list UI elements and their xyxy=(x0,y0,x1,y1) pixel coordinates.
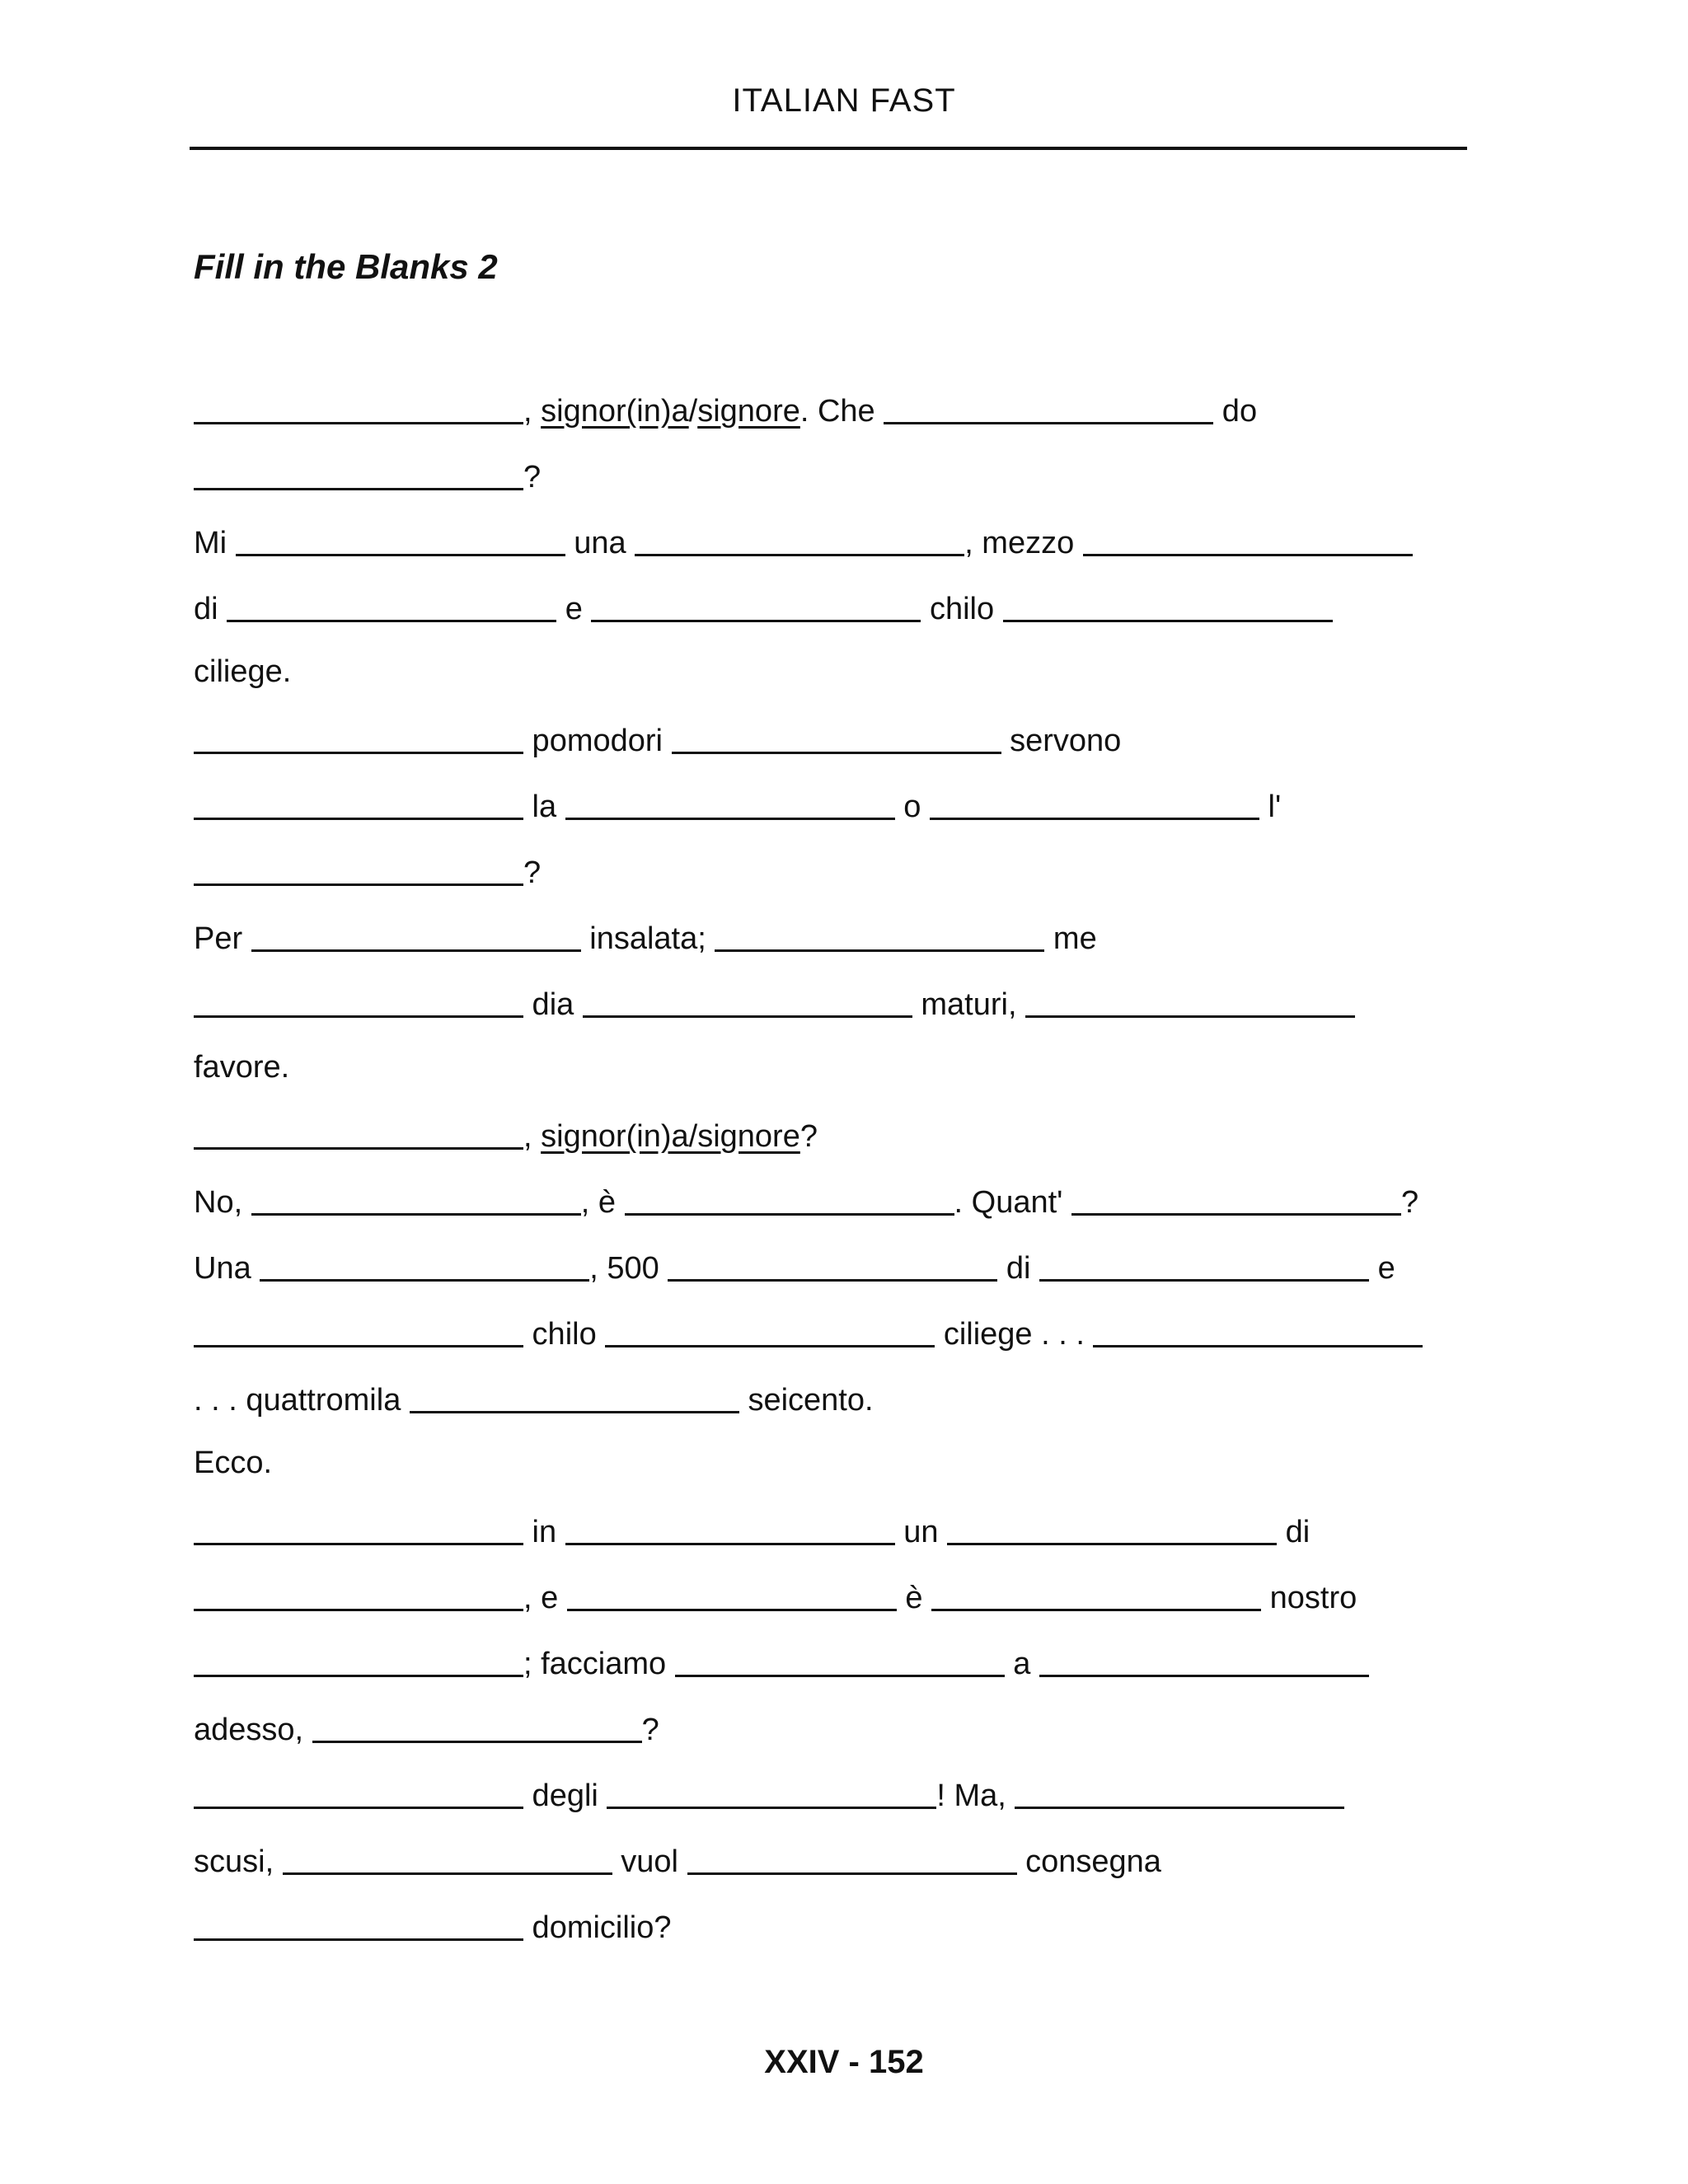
answer-blank[interactable] xyxy=(675,1640,1005,1677)
line-text: l' xyxy=(1259,790,1282,824)
exercise-line xyxy=(194,1376,1529,1442)
answer-blank[interactable] xyxy=(607,1772,936,1809)
line-text: , mezzo xyxy=(964,526,1083,560)
line-text: chilo xyxy=(523,1317,606,1352)
answer-blank[interactable] xyxy=(194,387,523,424)
exercise-line xyxy=(194,1310,1529,1376)
line-text: ? xyxy=(1400,1185,1419,1220)
exercise-line xyxy=(194,651,1529,717)
exercise-line xyxy=(194,717,1529,783)
answer-blank[interactable] xyxy=(1003,585,1333,622)
line-text: ciliege. xyxy=(194,654,292,689)
answer-blank[interactable] xyxy=(1071,1179,1401,1216)
answer-blank[interactable] xyxy=(236,519,565,556)
line-text: ? xyxy=(641,1713,659,1747)
answer-blank[interactable] xyxy=(565,1508,895,1545)
answer-blank[interactable] xyxy=(931,1574,1261,1611)
line-text: signore xyxy=(697,394,800,429)
line-text: la xyxy=(523,790,565,824)
answer-blank[interactable] xyxy=(194,717,523,754)
answer-blank[interactable] xyxy=(567,1574,897,1611)
line-text: e xyxy=(556,592,592,626)
line-text: maturi, xyxy=(912,987,1026,1022)
answer-blank[interactable] xyxy=(194,1113,523,1150)
line-text: Ecco. xyxy=(194,1446,273,1480)
exercise-line xyxy=(194,1508,1529,1574)
line-text: adesso, xyxy=(194,1713,312,1747)
exercise-line xyxy=(194,783,1529,849)
line-text: Mi xyxy=(194,526,236,560)
line-text: me xyxy=(1044,921,1097,956)
answer-blank[interactable] xyxy=(687,1838,1017,1875)
line-text: ! Ma, xyxy=(936,1779,1015,1813)
answer-blank[interactable] xyxy=(251,915,581,952)
line-text: , e xyxy=(523,1581,567,1615)
answer-blank[interactable] xyxy=(635,519,964,556)
exercise-line xyxy=(194,453,1529,519)
answer-blank[interactable] xyxy=(410,1376,739,1413)
answer-blank[interactable] xyxy=(668,1244,997,1282)
line-text: di xyxy=(997,1251,1040,1286)
answer-blank[interactable] xyxy=(947,1508,1277,1545)
answer-blank[interactable] xyxy=(260,1244,589,1282)
answer-blank[interactable] xyxy=(312,1706,642,1743)
line-text: insalata; xyxy=(580,921,715,956)
exercise-lines xyxy=(194,387,1529,1970)
line-text: un xyxy=(894,1515,948,1549)
line-text: / xyxy=(688,394,698,429)
line-text: , è xyxy=(580,1185,625,1220)
line-text: No, xyxy=(194,1185,251,1220)
exercise-line xyxy=(194,1904,1529,1970)
answer-blank[interactable] xyxy=(930,783,1259,820)
answer-blank[interactable] xyxy=(591,585,921,622)
section-title: Fill in the Blanks 2 xyxy=(194,247,498,286)
answer-blank[interactable] xyxy=(283,1838,612,1875)
answer-blank[interactable] xyxy=(194,1772,523,1809)
exercise-line xyxy=(194,387,1529,453)
answer-blank[interactable] xyxy=(1093,1310,1423,1347)
line-text: Per xyxy=(194,921,251,956)
line-text: ? xyxy=(523,460,542,494)
line-text: , 500 xyxy=(589,1251,668,1286)
line-text: è xyxy=(896,1581,932,1615)
line-text: domicilio? xyxy=(523,1910,672,1945)
line-text: consegna xyxy=(1016,1844,1161,1879)
answer-blank[interactable] xyxy=(251,1179,581,1216)
answer-blank[interactable] xyxy=(194,1574,523,1611)
answer-blank[interactable] xyxy=(194,1640,523,1677)
page-number: XXIV - 152 xyxy=(764,2044,924,2080)
line-text: o xyxy=(894,790,930,824)
answer-blank[interactable] xyxy=(194,783,523,820)
line-text: , xyxy=(523,394,542,429)
line-text: a xyxy=(1004,1647,1039,1681)
exercise-line xyxy=(194,1113,1529,1179)
exercise-line xyxy=(194,519,1529,585)
line-text: ; facciamo xyxy=(523,1647,675,1681)
exercise-line xyxy=(194,585,1529,651)
line-text: scusi, xyxy=(194,1844,283,1879)
header-rule xyxy=(190,147,1467,150)
answer-blank[interactable] xyxy=(1039,1244,1369,1282)
answer-blank[interactable] xyxy=(583,981,912,1018)
answer-blank[interactable] xyxy=(715,915,1044,952)
exercise-line xyxy=(194,1706,1529,1772)
line-text: una xyxy=(565,526,635,560)
answer-blank[interactable] xyxy=(194,453,523,490)
line-text: , xyxy=(523,1119,542,1154)
exercise-line xyxy=(194,1244,1529,1310)
line-text: favore. xyxy=(194,1050,290,1085)
line-text: signor(in)a xyxy=(541,394,689,429)
answer-blank[interactable] xyxy=(884,387,1213,424)
line-text: di xyxy=(1277,1515,1311,1549)
answer-blank[interactable] xyxy=(194,1904,523,1941)
line-text: . Che xyxy=(799,394,884,429)
exercise-line xyxy=(194,1574,1529,1640)
exercise-line xyxy=(194,1838,1529,1904)
answer-blank[interactable] xyxy=(672,717,1001,754)
answer-blank[interactable] xyxy=(227,585,556,622)
answer-blank[interactable] xyxy=(194,1310,523,1347)
exercise-line xyxy=(194,1640,1529,1706)
line-text: ? xyxy=(799,1119,818,1154)
line-text: di xyxy=(194,592,227,626)
line-text: ciliege . . . xyxy=(935,1317,1094,1352)
exercise-line xyxy=(194,849,1529,915)
exercise-line xyxy=(194,1442,1529,1508)
answer-blank[interactable] xyxy=(194,981,523,1018)
answer-blank[interactable] xyxy=(625,1179,954,1216)
line-text: . . . quattromila xyxy=(194,1383,410,1418)
line-text: . Quant' xyxy=(954,1185,1071,1220)
exercise-line xyxy=(194,981,1529,1047)
line-text: servono xyxy=(1001,724,1122,758)
answer-blank[interactable] xyxy=(1083,519,1413,556)
line-text: vuol xyxy=(612,1844,687,1879)
exercise-line xyxy=(194,1179,1529,1244)
answer-blank[interactable] xyxy=(194,849,523,886)
line-text: in xyxy=(523,1515,565,1549)
answer-blank[interactable] xyxy=(1039,1640,1369,1677)
page-header: ITALIAN FAST xyxy=(732,82,956,119)
exercise-line xyxy=(194,1772,1529,1838)
line-text: pomodori xyxy=(523,724,672,758)
answer-blank[interactable] xyxy=(1015,1772,1344,1809)
answer-blank[interactable] xyxy=(605,1310,935,1347)
line-text: dia xyxy=(523,987,583,1022)
line-text: degli xyxy=(523,1779,607,1813)
line-text: ? xyxy=(523,855,542,890)
answer-blank[interactable] xyxy=(194,1508,523,1545)
line-text: Una xyxy=(194,1251,260,1286)
answer-blank[interactable] xyxy=(1025,981,1355,1018)
exercise-line xyxy=(194,1047,1529,1113)
line-text: signor(in)a/signore xyxy=(541,1119,800,1154)
line-text: chilo xyxy=(921,592,1003,626)
line-text: nostro xyxy=(1261,1581,1357,1615)
line-text: e xyxy=(1369,1251,1395,1286)
answer-blank[interactable] xyxy=(565,783,895,820)
exercise-line xyxy=(194,915,1529,981)
line-text: do xyxy=(1213,394,1258,429)
line-text: seicento. xyxy=(738,1383,874,1418)
